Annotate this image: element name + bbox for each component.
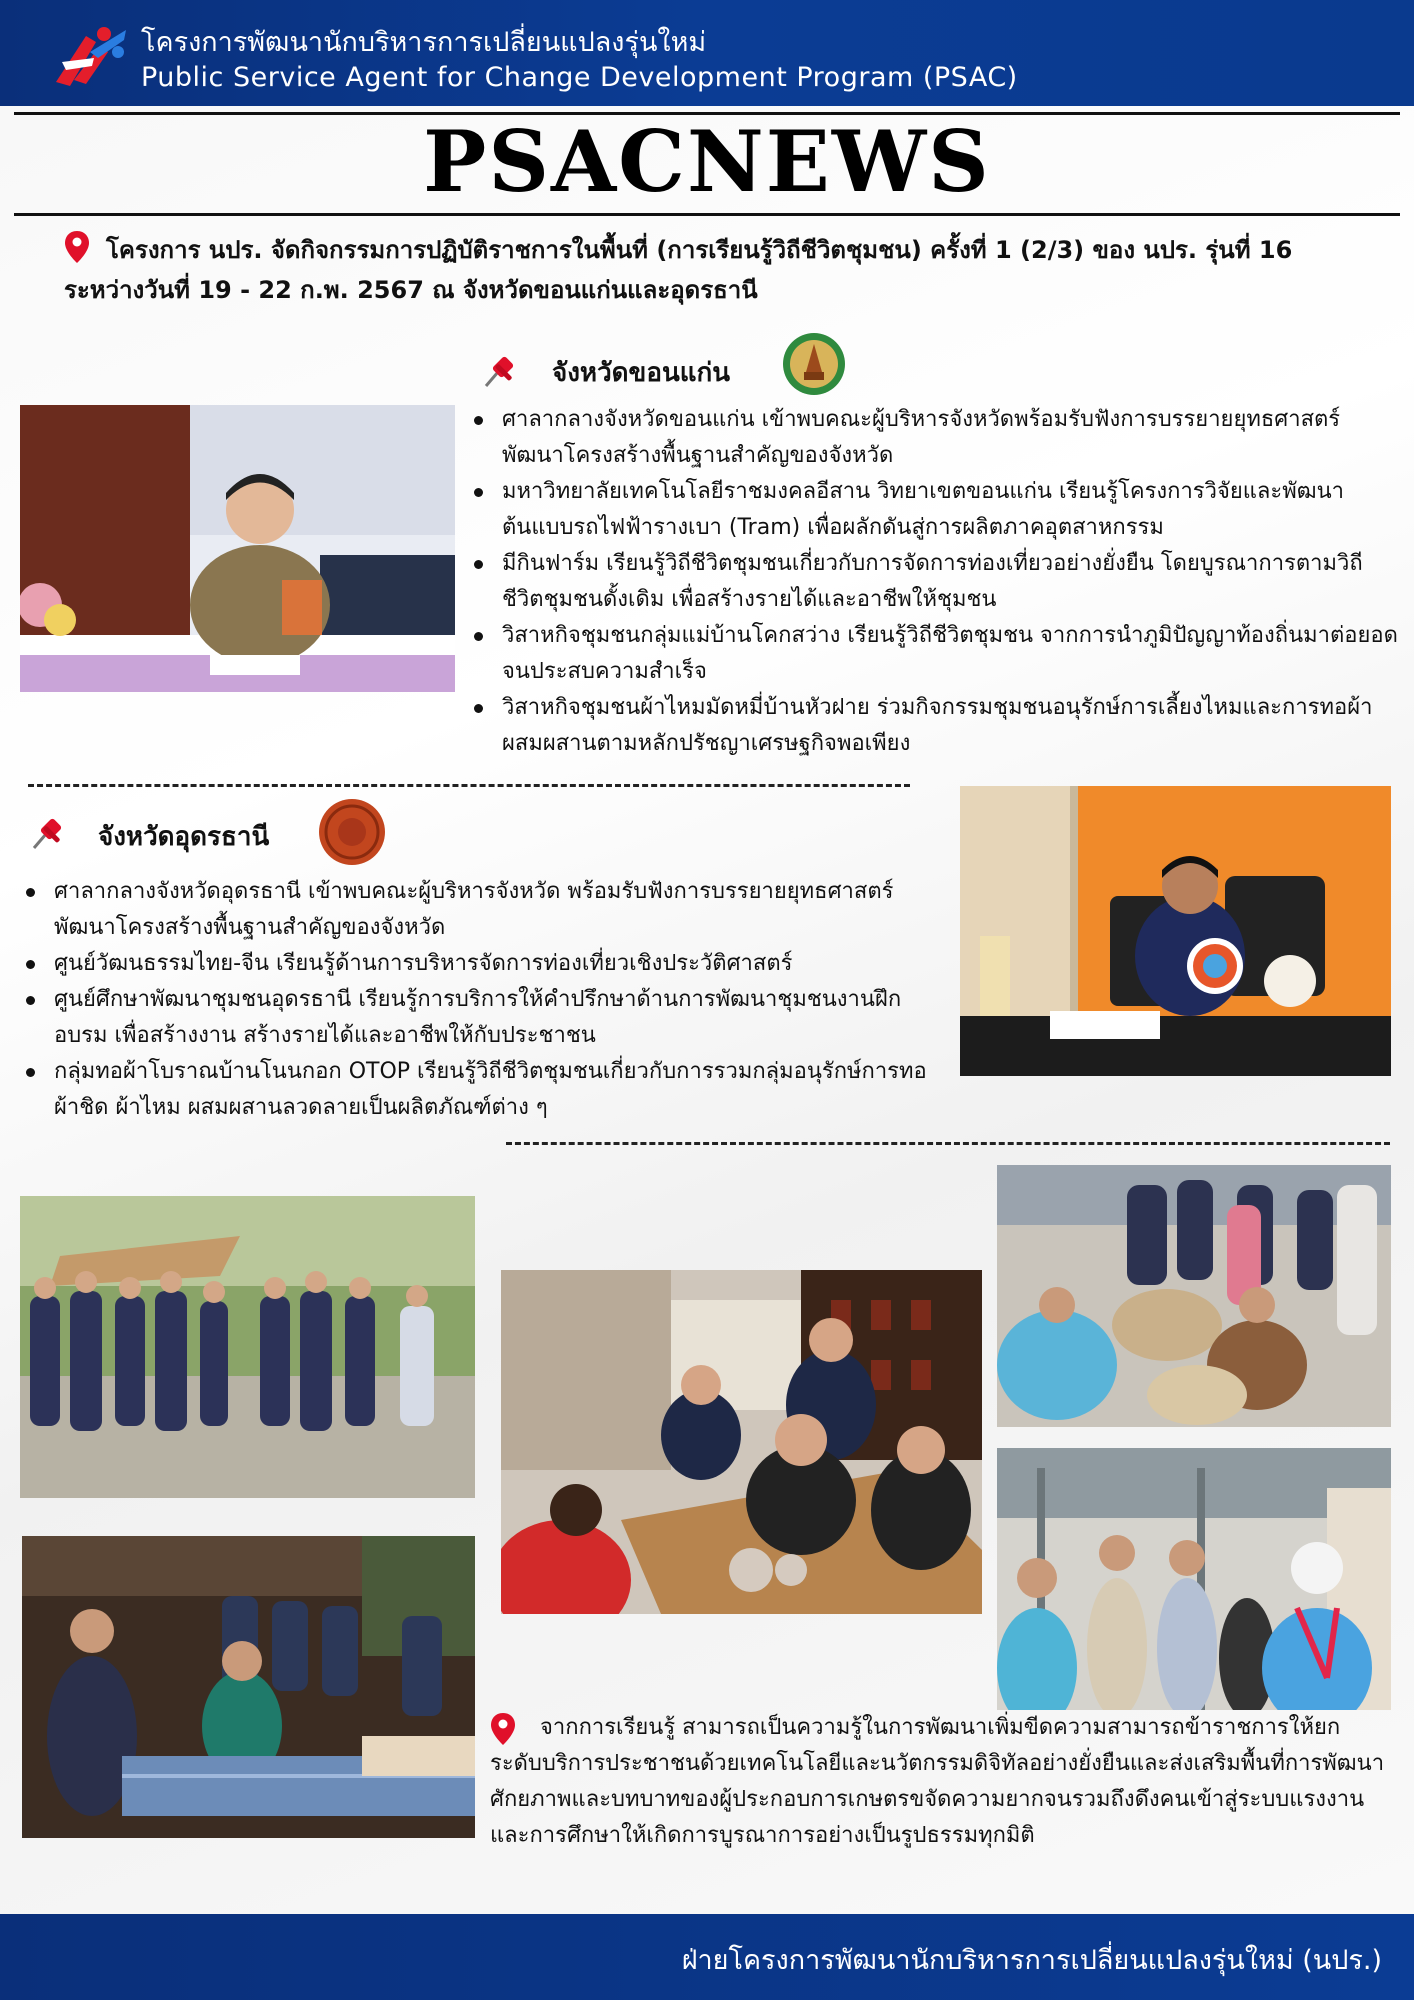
list-item: มีกินฟาร์ม เรียนรู้วิถีชีวิตชุมชนเกี่ยวกับการจัดการท่องเที่ยวอย่างยั่งยืน โดยบูรณาการตามวิถีชีวิตชุมชนดั้งเดิม เพื่อสร้างรายได้และอาชีพให้ชุมชน <box>470 546 1400 618</box>
footer-banner <box>0 1914 1414 2000</box>
weaving-loom-photo <box>22 1536 475 1838</box>
header-title-thai: โครงการพัฒนานักบริหารการเปลี่ยนแปลงรุ่นใหม่ <box>141 27 707 58</box>
community-market-photo <box>997 1448 1391 1710</box>
udon-thani-governor-photo <box>960 786 1391 1076</box>
udon-thani-title: จังหวัดอุดรธานี <box>98 822 270 852</box>
silk-reeling-photo <box>997 1165 1391 1427</box>
location-pin-icon <box>64 230 90 264</box>
list-item: ศาลากลางจังหวัดขอนแก่น เข้าพบคณะผู้บริหารจังหวัดพร้อมรับฟังการบรรยายยุทธศาสตร์พัฒนาโครงสร้างพื้นฐานสำคัญของจังหวัด <box>470 402 1400 474</box>
headline-text: โครงการ นปร. จัดกิจกรรมการปฏิบัติราชการในพื้นที่ (การเรียนรู้วิถีชีวิตชุมชน) ครั้งที่ 1 (2/3) ของ นปร. รุ่นที่ 16 ระหว่างวันที่ 19 - 22 ก.พ. 2567 ณ จังหวัดขอนแก่นและอุดรธานี <box>64 236 1293 304</box>
masthead-title: PSACNEWS <box>423 112 991 211</box>
khon-kaen-list <box>470 402 1400 762</box>
psac-logo-icon <box>52 22 132 88</box>
group-visit-photo <box>20 1196 475 1498</box>
list-item: ศูนย์วัฒนธรรมไทย-จีน เรียนรู้ด้านการบริหารจัดการท่องเที่ยวเชิงประวัติศาสตร์ <box>22 946 942 982</box>
section-divider <box>28 784 910 787</box>
headline <box>64 230 1364 310</box>
footer-text: ฝ่ายโครงการพัฒนานักบริหารการเปลี่ยนแปลงรุ่นใหม่ (นปร.) <box>681 1945 1382 1976</box>
list-item: ศูนย์ศึกษาพัฒนาชุมชนอุดรธานี เรียนรู้การบริการให้คำปรึกษาด้านการพัฒนาชุมชนงานฝึกอบรม เพื่อสร้างงาน สร้างรายได้และอาชีพให้กับประชาชน <box>22 982 942 1054</box>
header-title-english: Public Service Agent for Change Development Program (PSAC) <box>141 62 1018 93</box>
khon-kaen-title: จังหวัดขอนแก่น <box>552 358 730 388</box>
masthead-rule <box>14 213 1400 216</box>
list-item: ศาลากลางจังหวัดอุดรธานี เข้าพบคณะผู้บริหารจังหวัด พร้อมรับฟังการบรรยายยุทธศาสตร์พัฒนาโครงสร้างพื้นฐานสำคัญของจังหวัด <box>22 874 942 946</box>
tea-tasting-photo <box>501 1270 982 1614</box>
pushpin-icon <box>28 812 68 852</box>
udon-thani-seal-icon <box>318 798 386 866</box>
list-item: กลุ่มทอผ้าโบราณบ้านโนนกอก OTOP เรียนรู้วิถีชีวิตชุมชนเกี่ยวกับการรวมกลุ่มอนุรักษ์การทอผ้าชิด ผ้าไหม ผสมผสานลวดลายเป็นผลิตภัณฑ์ต่าง ๆ <box>22 1054 942 1126</box>
header-banner <box>0 0 1414 106</box>
khon-kaen-seal-icon <box>782 332 846 396</box>
conclusion-text: จากการเรียนรู้ สามารถเป็นความรู้ในการพัฒนาเพิ่มขีดความสามารถข้าราชการให้ยกระดับบริการประชาชนด้วยเทคโนโลยีและนวัตกรรมดิจิทัลอย่างยั่งยืนและส่งเสริมพื้นที่การพัฒนาศักยภาพและบทบาทของผู้ประกอบการเกษตรขจัดความยากจนรวมถึงดึงคนเข้าสู่ระบบแรงงานและการศึกษาให้เกิดการบูรณาการอย่างเป็นรูปธรรมทุกมิติ <box>490 1715 1385 1848</box>
khon-kaen-governor-photo <box>20 405 455 692</box>
list-item: วิสาหกิจชุมชนผ้าไหมมัดหมี่บ้านหัวฝาย ร่วมกิจกรรมชุมชนอนุรักษ์การเลี้ยงไหมและการทอผ้าผสมผสานตามหลักปรัชญาเศรษฐกิจพอเพียง <box>470 690 1400 762</box>
pushpin-icon <box>480 350 520 390</box>
section-divider <box>506 1142 1390 1145</box>
list-item: มหาวิทยาลัยเทคโนโลยีราชมงคลอีสาน วิทยาเขตขอนแก่น เรียนรู้โครงการวิจัยและพัฒนาต้นแบบรถไฟฟ้ารางเบา (Tram) เพื่อผลักดันสู่การผลิตภาคอุตสาหกรรม <box>470 474 1400 546</box>
udon-thani-list <box>22 874 942 1126</box>
list-item: วิสาหกิจชุมชนกลุ่มแม่บ้านโคกสว่าง เรียนรู้วิถีชีวิตชุมชน จากการนำภูมิปัญญาท้องถิ่นมาต่อยอดจนประสบความสำเร็จ <box>470 618 1400 690</box>
